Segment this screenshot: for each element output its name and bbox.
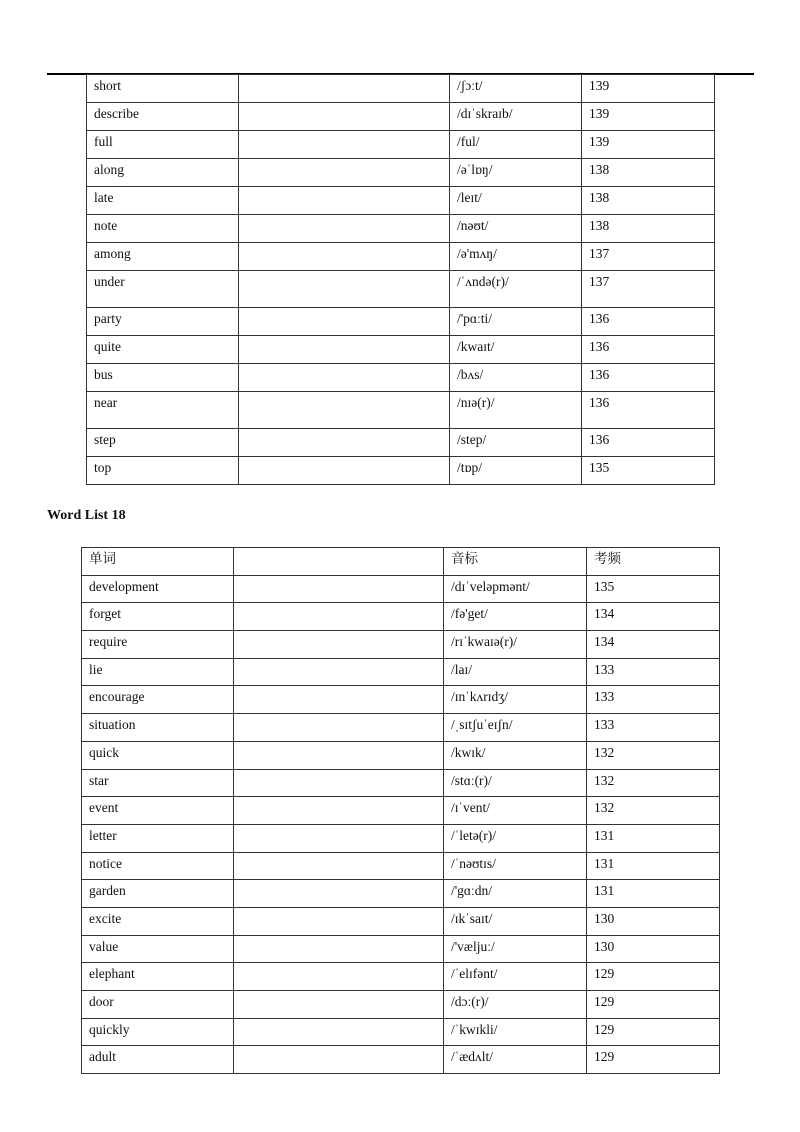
cell-phonetic: /kwaɪt/ xyxy=(450,336,582,364)
cell-word: near xyxy=(87,392,239,429)
cell-meaning xyxy=(239,131,450,159)
cell-meaning xyxy=(234,963,444,991)
cell-word: party xyxy=(87,308,239,336)
cell-phonetic: /əˈlɒŋ/ xyxy=(450,159,582,187)
cell-phonetic: /ˌsɪtʃuˈeɪʃn/ xyxy=(444,714,587,742)
cell-frequency: 129 xyxy=(587,1018,720,1046)
cell-frequency: 136 xyxy=(582,392,715,429)
cell-phonetic: /'væljuː/ xyxy=(444,935,587,963)
cell-word: forget xyxy=(82,603,234,631)
cell-word: value xyxy=(82,935,234,963)
cell-phonetic: /ˈædʌlt/ xyxy=(444,1046,587,1074)
header-phonetic: 音标 xyxy=(444,548,587,576)
cell-word: garden xyxy=(82,880,234,908)
cell-frequency: 138 xyxy=(582,215,715,243)
cell-frequency: 131 xyxy=(587,852,720,880)
cell-meaning xyxy=(239,159,450,187)
cell-frequency: 132 xyxy=(587,769,720,797)
cell-phonetic: /laɪ/ xyxy=(444,658,587,686)
cell-meaning xyxy=(234,991,444,1019)
cell-frequency: 130 xyxy=(587,935,720,963)
table-row xyxy=(82,714,720,742)
cell-meaning xyxy=(234,907,444,935)
cell-meaning xyxy=(234,1046,444,1074)
cell-word: short xyxy=(87,75,239,103)
cell-frequency: 139 xyxy=(582,75,715,103)
cell-word: notice xyxy=(82,852,234,880)
table-row xyxy=(82,797,720,825)
cell-phonetic: /stɑː(r)/ xyxy=(444,769,587,797)
table-row xyxy=(82,575,720,603)
cell-word: development xyxy=(82,575,234,603)
cell-phonetic: /ˈelɪfənt/ xyxy=(444,963,587,991)
cell-phonetic: /kwɪk/ xyxy=(444,741,587,769)
header-word: 单词 xyxy=(82,548,234,576)
cell-word: full xyxy=(87,131,239,159)
table-row xyxy=(87,215,715,243)
cell-word: lie xyxy=(82,658,234,686)
table-row xyxy=(82,991,720,1019)
cell-frequency: 133 xyxy=(587,658,720,686)
cell-meaning xyxy=(239,364,450,392)
table-row xyxy=(82,880,720,908)
table-row xyxy=(82,963,720,991)
cell-meaning xyxy=(239,187,450,215)
table-row xyxy=(87,336,715,364)
cell-frequency: 129 xyxy=(587,1046,720,1074)
cell-meaning xyxy=(239,243,450,271)
table-row xyxy=(87,392,715,429)
cell-phonetic: /step/ xyxy=(450,429,582,457)
cell-meaning xyxy=(234,631,444,659)
cell-word: situation xyxy=(82,714,234,742)
cell-phonetic: /bʌs/ xyxy=(450,364,582,392)
cell-word: quick xyxy=(82,741,234,769)
cell-meaning xyxy=(239,271,450,308)
cell-phonetic: /fə'get/ xyxy=(444,603,587,631)
table-row xyxy=(82,935,720,963)
cell-meaning xyxy=(234,658,444,686)
table-row xyxy=(82,686,720,714)
table-row xyxy=(87,131,715,159)
cell-meaning xyxy=(239,75,450,103)
table-row xyxy=(87,187,715,215)
cell-frequency: 136 xyxy=(582,364,715,392)
table-row xyxy=(87,75,715,103)
cell-phonetic: /ʃɔːt/ xyxy=(450,75,582,103)
cell-frequency: 139 xyxy=(582,103,715,131)
cell-frequency: 135 xyxy=(587,575,720,603)
cell-meaning xyxy=(234,1018,444,1046)
cell-frequency: 139 xyxy=(582,131,715,159)
cell-frequency: 137 xyxy=(582,271,715,308)
cell-frequency: 134 xyxy=(587,631,720,659)
cell-meaning xyxy=(239,336,450,364)
cell-phonetic: /ɪnˈkʌrɪdʒ/ xyxy=(444,686,587,714)
cell-frequency: 134 xyxy=(587,603,720,631)
table-row xyxy=(82,907,720,935)
table-row xyxy=(82,769,720,797)
cell-meaning xyxy=(234,824,444,852)
cell-phonetic: /ˈletə(r)/ xyxy=(444,824,587,852)
cell-phonetic: /dɔː(r)/ xyxy=(444,991,587,1019)
table-row xyxy=(82,603,720,631)
table-row xyxy=(82,824,720,852)
cell-frequency: 133 xyxy=(587,686,720,714)
header-frequency: 考频 xyxy=(587,548,720,576)
cell-phonetic: /nəʊt/ xyxy=(450,215,582,243)
cell-word: late xyxy=(87,187,239,215)
cell-meaning xyxy=(234,603,444,631)
cell-word: door xyxy=(82,991,234,1019)
cell-frequency: 138 xyxy=(582,159,715,187)
cell-phonetic: /dɪˈskraɪb/ xyxy=(450,103,582,131)
word-list-18-table xyxy=(81,547,720,1074)
cell-meaning xyxy=(239,103,450,131)
cell-word: note xyxy=(87,215,239,243)
table-row xyxy=(87,364,715,392)
cell-meaning xyxy=(234,769,444,797)
cell-phonetic: /tɒp/ xyxy=(450,457,582,485)
cell-word: star xyxy=(82,769,234,797)
table-row xyxy=(82,1046,720,1074)
table-row xyxy=(87,271,715,308)
cell-phonetic: /ɪkˈsaɪt/ xyxy=(444,907,587,935)
cell-phonetic: /rɪˈkwaɪə(r)/ xyxy=(444,631,587,659)
cell-frequency: 129 xyxy=(587,991,720,1019)
cell-word: bus xyxy=(87,364,239,392)
cell-phonetic: /ˈkwɪkli/ xyxy=(444,1018,587,1046)
cell-frequency: 136 xyxy=(582,429,715,457)
cell-frequency: 133 xyxy=(587,714,720,742)
cell-frequency: 136 xyxy=(582,336,715,364)
cell-frequency: 131 xyxy=(587,824,720,852)
cell-word: describe xyxy=(87,103,239,131)
cell-phonetic: /'gɑːdn/ xyxy=(444,880,587,908)
cell-meaning xyxy=(239,308,450,336)
cell-frequency: 131 xyxy=(587,880,720,908)
header-meaning xyxy=(234,548,444,576)
cell-word: encourage xyxy=(82,686,234,714)
cell-word: quickly xyxy=(82,1018,234,1046)
cell-word: excite xyxy=(82,907,234,935)
cell-meaning xyxy=(234,935,444,963)
cell-phonetic: /ə'mʌŋ/ xyxy=(450,243,582,271)
cell-meaning xyxy=(234,852,444,880)
cell-phonetic: /dɪˈveləpmənt/ xyxy=(444,575,587,603)
cell-meaning xyxy=(239,392,450,429)
cell-word: require xyxy=(82,631,234,659)
cell-frequency: 129 xyxy=(587,963,720,991)
cell-phonetic: /ɪˈvent/ xyxy=(444,797,587,825)
cell-meaning xyxy=(234,714,444,742)
cell-frequency: 132 xyxy=(587,797,720,825)
cell-meaning xyxy=(239,457,450,485)
cell-word: step xyxy=(87,429,239,457)
table-row xyxy=(87,243,715,271)
cell-phonetic: /'pɑːti/ xyxy=(450,308,582,336)
cell-phonetic: /nɪə(r)/ xyxy=(450,392,582,429)
table-row xyxy=(87,103,715,131)
table-row xyxy=(82,741,720,769)
cell-frequency: 138 xyxy=(582,187,715,215)
cell-word: elephant xyxy=(82,963,234,991)
cell-word: quite xyxy=(87,336,239,364)
word-list-17-table xyxy=(86,74,715,485)
table-row xyxy=(82,1018,720,1046)
cell-frequency: 137 xyxy=(582,243,715,271)
section-title: Word List 18 xyxy=(47,508,126,523)
cell-meaning xyxy=(234,741,444,769)
cell-meaning xyxy=(234,575,444,603)
cell-word: adult xyxy=(82,1046,234,1074)
table-row xyxy=(87,159,715,187)
cell-word: under xyxy=(87,271,239,308)
cell-phonetic: /ˈʌndə(r)/ xyxy=(450,271,582,308)
cell-word: letter xyxy=(82,824,234,852)
table-row xyxy=(87,308,715,336)
cell-frequency: 136 xyxy=(582,308,715,336)
table-row xyxy=(82,631,720,659)
table-row xyxy=(87,429,715,457)
table-row xyxy=(87,457,715,485)
table-row xyxy=(82,852,720,880)
cell-meaning xyxy=(234,686,444,714)
table-row xyxy=(82,658,720,686)
cell-phonetic: /ˈnəʊtɪs/ xyxy=(444,852,587,880)
cell-word: event xyxy=(82,797,234,825)
cell-meaning xyxy=(239,429,450,457)
table-header-row xyxy=(82,548,720,576)
cell-phonetic: /leɪt/ xyxy=(450,187,582,215)
cell-frequency: 130 xyxy=(587,907,720,935)
cell-meaning xyxy=(239,215,450,243)
cell-frequency: 135 xyxy=(582,457,715,485)
cell-word: top xyxy=(87,457,239,485)
cell-meaning xyxy=(234,880,444,908)
cell-phonetic: /ful/ xyxy=(450,131,582,159)
cell-frequency: 132 xyxy=(587,741,720,769)
cell-meaning xyxy=(234,797,444,825)
cell-word: along xyxy=(87,159,239,187)
cell-word: among xyxy=(87,243,239,271)
